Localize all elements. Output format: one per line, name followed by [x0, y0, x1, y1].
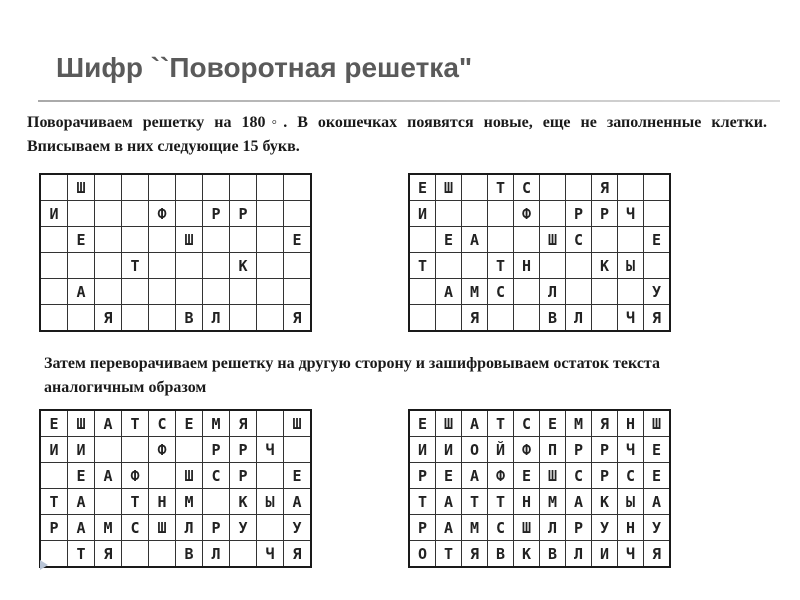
grid-cell: А — [436, 515, 462, 541]
grid-cell: Е — [284, 463, 312, 489]
grid-cell: Ф — [149, 201, 176, 227]
grid-cell: С — [514, 410, 540, 437]
grid-cell — [284, 201, 312, 227]
instruction-paragraph-1: Поворачиваем решетку на 180◦. В окошечках появятся новые, еще не заполненные клетки. Вписываем в них следующие 15 букв. — [27, 114, 767, 155]
grid-cell: Р — [40, 515, 68, 541]
grid-cell — [257, 463, 284, 489]
grid-cell: О — [462, 437, 488, 463]
grid-cell — [257, 279, 284, 305]
grid-cell: Е — [284, 227, 312, 253]
grid-cell: Я — [284, 541, 312, 568]
grid-cell — [618, 227, 644, 253]
grid-cell: С — [566, 227, 592, 253]
grid-cell: С — [514, 174, 540, 201]
grid-row — [40, 489, 311, 515]
grid-cell: Я — [644, 305, 671, 332]
grid-cell: Т — [436, 541, 462, 568]
grid-row — [40, 541, 311, 568]
grid-cell: М — [566, 410, 592, 437]
cipher-grid-2 — [408, 173, 671, 332]
grid-cell: Ч — [618, 201, 644, 227]
grid-cell: Ш — [149, 515, 176, 541]
grid-row — [409, 463, 670, 489]
grid-cell: С — [566, 463, 592, 489]
grid-cell — [566, 253, 592, 279]
grid-cell: А — [436, 489, 462, 515]
grid-cell — [40, 305, 68, 332]
grid-cell — [488, 227, 514, 253]
grid-cell: Ф — [488, 463, 514, 489]
grid-cell: Т — [409, 253, 436, 279]
grid-cell: Л — [203, 305, 230, 332]
grid-cell: Е — [40, 410, 68, 437]
grid-cell: Т — [488, 489, 514, 515]
grid-cell — [284, 279, 312, 305]
grid-row — [409, 489, 670, 515]
grid-cell — [203, 253, 230, 279]
grid-cell: Я — [462, 305, 488, 332]
grid-cell — [257, 515, 284, 541]
grid-cell — [488, 305, 514, 332]
grid-cell — [257, 410, 284, 437]
grid-cell — [592, 305, 618, 332]
grid-cell: П — [540, 437, 566, 463]
grid-cell: А — [95, 463, 122, 489]
grid-cell — [203, 174, 230, 201]
grid-cell: М — [540, 489, 566, 515]
grid-cell — [284, 253, 312, 279]
grid-cell — [257, 305, 284, 332]
grid-cell: И — [436, 437, 462, 463]
grid-cell: Л — [176, 515, 203, 541]
grid-cell: Т — [488, 174, 514, 201]
grid-cell: Л — [566, 305, 592, 332]
grid-cell — [95, 227, 122, 253]
grid-cell: Е — [644, 463, 671, 489]
grid-cell: Ш — [284, 410, 312, 437]
grid-cell — [462, 174, 488, 201]
grid-cell: К — [514, 541, 540, 568]
grid-row — [409, 201, 670, 227]
grid-row — [40, 201, 311, 227]
grid-cell — [230, 174, 257, 201]
grid-cell — [462, 253, 488, 279]
grid-cell: А — [462, 227, 488, 253]
slide-arrow-icon — [40, 560, 48, 570]
grid-cell — [230, 305, 257, 332]
grid-cell: У — [230, 515, 257, 541]
grid-cell: Ш — [540, 227, 566, 253]
grid-cell — [540, 201, 566, 227]
grid-cell — [203, 279, 230, 305]
grid-cell: К — [230, 253, 257, 279]
grid-cell — [540, 174, 566, 201]
grid-cell: Е — [176, 410, 203, 437]
grid-cell: Е — [68, 463, 95, 489]
grid-cell: Ч — [257, 437, 284, 463]
grid-cell: Т — [68, 541, 95, 568]
grid-cell: А — [462, 463, 488, 489]
grid-cell — [514, 227, 540, 253]
grid-cell — [566, 174, 592, 201]
grid-cell: Ф — [514, 201, 540, 227]
grid-row — [40, 437, 311, 463]
grid-cell: Р — [409, 515, 436, 541]
grid-row — [409, 174, 670, 201]
grid-cell: Я — [644, 541, 671, 568]
grid-cell — [149, 305, 176, 332]
grid-row — [40, 463, 311, 489]
grid-cell — [40, 253, 68, 279]
grid-cell: А — [462, 410, 488, 437]
grid-cell: Ы — [618, 489, 644, 515]
grid-cell: Ч — [618, 437, 644, 463]
grid-row — [40, 174, 311, 201]
grid-cell: Ф — [122, 463, 149, 489]
grid-cell — [257, 201, 284, 227]
grid-cell: Ш — [436, 174, 462, 201]
grid-cell: А — [284, 489, 312, 515]
grid-cell — [230, 227, 257, 253]
grid-cell: М — [203, 410, 230, 437]
grid-cell: Т — [462, 489, 488, 515]
grid-cell — [68, 305, 95, 332]
grid-cell: Р — [592, 201, 618, 227]
grid-cell: А — [436, 279, 462, 305]
grid-row — [409, 305, 670, 332]
grid-cell — [95, 489, 122, 515]
grid-cell: Р — [592, 463, 618, 489]
grid-cell: Я — [95, 541, 122, 568]
grid-cell — [122, 227, 149, 253]
grid-cell: О — [409, 541, 436, 568]
grid-cell: И — [592, 541, 618, 568]
grid-cell: Т — [40, 489, 68, 515]
grid-cell: У — [592, 515, 618, 541]
grid-cell: Ф — [514, 437, 540, 463]
grid-cell — [644, 174, 671, 201]
grid-cell — [68, 201, 95, 227]
grid-cell: Т — [122, 253, 149, 279]
grid-row — [409, 541, 670, 568]
grid-cell: Ш — [176, 227, 203, 253]
grid-cell: И — [409, 201, 436, 227]
grid-cell — [122, 279, 149, 305]
grid-cell — [40, 227, 68, 253]
grid-cell: Е — [436, 227, 462, 253]
grid-cell — [409, 279, 436, 305]
grid-cell — [592, 227, 618, 253]
grid-cell: Т — [488, 253, 514, 279]
grid-cell: А — [644, 489, 671, 515]
grid-cell: Ы — [257, 489, 284, 515]
grid-cell: Е — [540, 410, 566, 437]
grid-cell — [514, 305, 540, 332]
grid-cell: К — [592, 489, 618, 515]
grid-cell: М — [176, 489, 203, 515]
grid-cell: Й — [488, 437, 514, 463]
grid-cell — [514, 279, 540, 305]
grid-cell: Ч — [257, 541, 284, 568]
grid-cell — [257, 253, 284, 279]
grid-row — [40, 279, 311, 305]
grid-cell — [176, 174, 203, 201]
grid-cell: С — [488, 515, 514, 541]
grid-cell: Р — [566, 437, 592, 463]
grid-cell: Н — [149, 489, 176, 515]
grid-cell — [618, 279, 644, 305]
grid-cell: Р — [203, 201, 230, 227]
grid-cell: Е — [436, 463, 462, 489]
grid-cell: Е — [409, 410, 436, 437]
grid-cell: Т — [122, 410, 149, 437]
cipher-grid-4 — [408, 409, 671, 568]
grid-cell — [257, 174, 284, 201]
grid-cell — [644, 201, 671, 227]
grid-cell: С — [149, 410, 176, 437]
grid-cell: Ф — [149, 437, 176, 463]
grid-cell: Ч — [618, 305, 644, 332]
grid-cell — [176, 201, 203, 227]
grid-cell: Я — [95, 305, 122, 332]
grid-cell: Н — [514, 489, 540, 515]
grid-cell: И — [68, 437, 95, 463]
grid-cell — [409, 305, 436, 332]
grid-cell: Ш — [514, 515, 540, 541]
grid-cell: Е — [409, 174, 436, 201]
grid-cell: Р — [203, 515, 230, 541]
grid-cell: Р — [230, 437, 257, 463]
grid-row — [409, 279, 670, 305]
title-divider — [38, 100, 780, 102]
grid-cell: Ш — [68, 410, 95, 437]
grid-cell: Р — [566, 515, 592, 541]
grid-row — [40, 227, 311, 253]
grid-cell: Я — [592, 174, 618, 201]
grid-cell — [284, 437, 312, 463]
grid-row — [40, 515, 311, 541]
grid-cell: А — [95, 410, 122, 437]
grid-cell — [149, 227, 176, 253]
grid-cell — [122, 201, 149, 227]
grid-cell — [149, 463, 176, 489]
grid-cell — [618, 174, 644, 201]
cipher-grid-3 — [39, 409, 312, 568]
grid-cell: В — [176, 305, 203, 332]
grid-cell — [176, 437, 203, 463]
grid-cell: В — [540, 305, 566, 332]
grid-cell — [436, 253, 462, 279]
grid-cell: Ш — [644, 410, 671, 437]
grid-cell: Ш — [436, 410, 462, 437]
grid-cell — [436, 305, 462, 332]
grid-cell — [122, 437, 149, 463]
grid-cell — [462, 201, 488, 227]
grid-row — [409, 253, 670, 279]
grid-cell: У — [284, 515, 312, 541]
cipher-grid-1 — [39, 173, 312, 332]
grid-cell: А — [566, 489, 592, 515]
grid-cell — [284, 174, 312, 201]
grid-cell — [566, 279, 592, 305]
grid-cell — [149, 253, 176, 279]
grid-cell: Ч — [618, 541, 644, 568]
grid-cell: Е — [644, 437, 671, 463]
grid-cell: Л — [540, 279, 566, 305]
grid-cell — [40, 463, 68, 489]
grid-cell: У — [644, 515, 671, 541]
grid-cell: Р — [592, 437, 618, 463]
grid-cell — [122, 174, 149, 201]
grid-row — [409, 227, 670, 253]
grid-cell: А — [68, 489, 95, 515]
grid-cell: М — [95, 515, 122, 541]
grid-cell: Е — [68, 227, 95, 253]
grid-cell: Е — [644, 227, 671, 253]
grid-cell: Т — [409, 489, 436, 515]
grid-cell: К — [592, 253, 618, 279]
grid-row — [409, 515, 670, 541]
grid-cell: А — [68, 279, 95, 305]
grid-cell — [203, 227, 230, 253]
grid-cell: В — [540, 541, 566, 568]
grid-cell: Ы — [618, 253, 644, 279]
grid-cell: Л — [540, 515, 566, 541]
grid-cell — [40, 174, 68, 201]
grid-cell: Я — [284, 305, 312, 332]
grid-cell: Я — [462, 541, 488, 568]
grid-cell: Р — [230, 201, 257, 227]
grid-row — [40, 305, 311, 332]
grid-cell: В — [176, 541, 203, 568]
grid-cell: С — [203, 463, 230, 489]
grid-cell — [644, 253, 671, 279]
grid-cell: Ш — [176, 463, 203, 489]
grid-cell — [592, 279, 618, 305]
grid-cell — [149, 174, 176, 201]
grid-cell: Н — [618, 515, 644, 541]
grid-cell — [95, 253, 122, 279]
grid-cell — [122, 305, 149, 332]
grid-cell: И — [40, 201, 68, 227]
grid-cell: Р — [230, 463, 257, 489]
grid-cell: В — [488, 541, 514, 568]
slide-title: Шифр ``Поворотная решетка" — [56, 52, 473, 83]
grid-cell — [122, 541, 149, 568]
grid-cell — [95, 279, 122, 305]
grid-cell: Т — [488, 410, 514, 437]
grid-cell: Е — [514, 463, 540, 489]
grid-cell — [40, 279, 68, 305]
grid-row — [409, 410, 670, 437]
grid-cell: Н — [618, 410, 644, 437]
grid-cell: Р — [566, 201, 592, 227]
grid-cell: И — [40, 437, 68, 463]
grid-cell: М — [462, 279, 488, 305]
grid-cell — [149, 541, 176, 568]
grid-cell: К — [230, 489, 257, 515]
grid-cell: Ш — [68, 174, 95, 201]
grid-cell: А — [68, 515, 95, 541]
grid-row — [40, 253, 311, 279]
instruction-paragraph-2: Затем переворачиваем решетку на другую сторону и зашифровываем остаток текста аналогичным образом — [44, 355, 660, 396]
grid-cell — [230, 541, 257, 568]
grid-cell: Т — [122, 489, 149, 515]
grid-row — [409, 437, 670, 463]
grid-cell: Ш — [540, 463, 566, 489]
grid-cell: И — [409, 437, 436, 463]
grid-row — [40, 410, 311, 437]
grid-cell — [176, 279, 203, 305]
grid-cell — [203, 489, 230, 515]
grid-cell: С — [122, 515, 149, 541]
grid-cell: Р — [203, 437, 230, 463]
grid-cell: Я — [230, 410, 257, 437]
grid-cell: С — [618, 463, 644, 489]
grid-cell — [540, 253, 566, 279]
grid-cell: М — [462, 515, 488, 541]
grid-cell: Н — [514, 253, 540, 279]
grid-cell — [230, 279, 257, 305]
grid-cell: С — [488, 279, 514, 305]
grid-cell: Л — [203, 541, 230, 568]
grid-cell — [95, 174, 122, 201]
grid-cell: Я — [592, 410, 618, 437]
grid-cell: Л — [566, 541, 592, 568]
grid-cell — [68, 253, 95, 279]
grid-cell: Р — [409, 463, 436, 489]
grid-cell — [409, 227, 436, 253]
grid-cell: У — [644, 279, 671, 305]
grid-cell — [436, 201, 462, 227]
grid-cell — [176, 253, 203, 279]
grid-cell — [257, 227, 284, 253]
grid-cell — [95, 437, 122, 463]
grid-cell — [488, 201, 514, 227]
grid-cell — [149, 279, 176, 305]
grid-cell — [95, 201, 122, 227]
